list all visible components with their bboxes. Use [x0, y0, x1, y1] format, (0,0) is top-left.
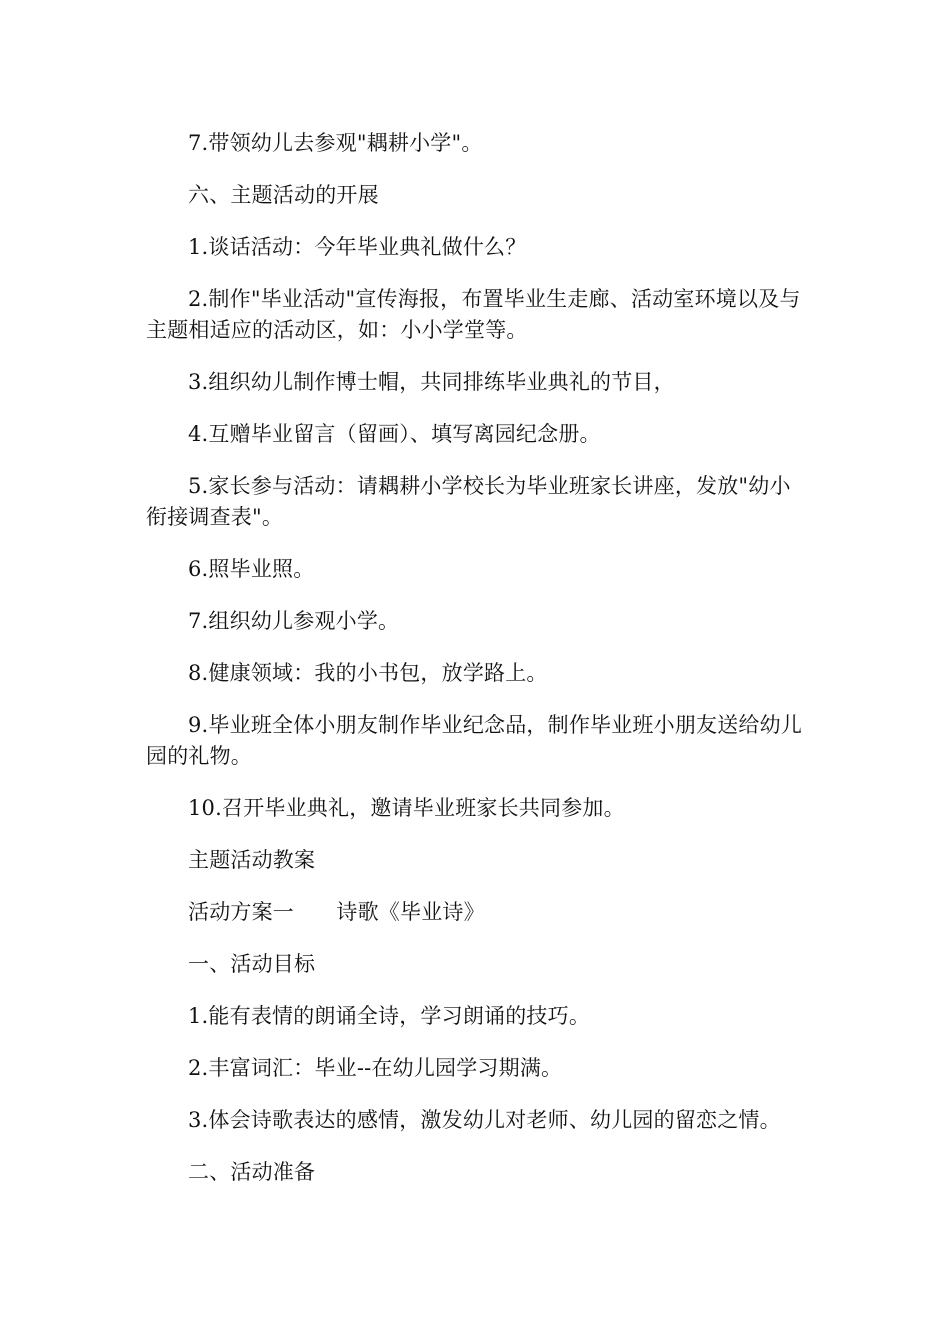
paragraph-goal-1: 1.能有表情的朗诵全诗，学习朗诵的技巧。	[188, 1004, 591, 1028]
paragraph-activity-3: 3.组织幼儿制作博士帽，共同排练毕业典礼的节目，	[188, 370, 675, 394]
paragraph-activity-4: 4.互赠毕业留言（留画）、填写离园纪念册。	[188, 422, 601, 446]
lesson-plan-title: 活动方案一 诗歌《毕业诗》	[188, 900, 485, 924]
paragraph-activity-8: 8.健康领域：我的小书包，放学路上。	[188, 661, 548, 685]
paragraph-goal-2: 2.丰富词汇：毕业--在幼儿园学习期满。	[188, 1056, 563, 1080]
paragraph-prep-item-7: 7.带领幼儿去参观"耦耕小学"。	[188, 131, 483, 155]
paragraph-activity-10: 10.召开毕业典礼，邀请毕业班家长共同参加。	[188, 796, 625, 820]
paragraph-activity-9: 9.毕业班全体小朋友制作毕业纪念品，制作毕业班小朋友送给幼儿园的礼物。	[146, 713, 803, 768]
paragraph-goal-3: 3.体会诗歌表达的感情，激发幼儿对老师、幼儿园的留恋之情。	[188, 1108, 781, 1132]
paragraph-activity-1: 1.谈话活动：今年毕业典礼做什么？	[188, 235, 527, 259]
paragraph-activity-2: 2.制作"毕业活动"宣传海报，布置毕业生走廊、活动室环境以及与主题相适应的活动区，如：小小学堂等。	[146, 287, 801, 342]
section-heading-goals: 一、活动目标	[188, 952, 316, 976]
section-heading-activities: 六、主题活动的开展	[188, 183, 379, 207]
document-body	[146, 128, 810, 1209]
section-heading-preparation: 二、活动准备	[188, 1160, 316, 1184]
paragraph-activity-7: 7.组织幼儿参观小学。	[188, 609, 400, 633]
paragraph-activity-5: 5.家长参与活动：请耦耕小学校长为毕业班家长讲座，发放"幼小衔接调查表"。	[146, 474, 791, 529]
paragraph-activity-6: 6.照毕业照。	[188, 557, 315, 581]
section-heading-lesson-plans: 主题活动教案	[188, 848, 316, 872]
